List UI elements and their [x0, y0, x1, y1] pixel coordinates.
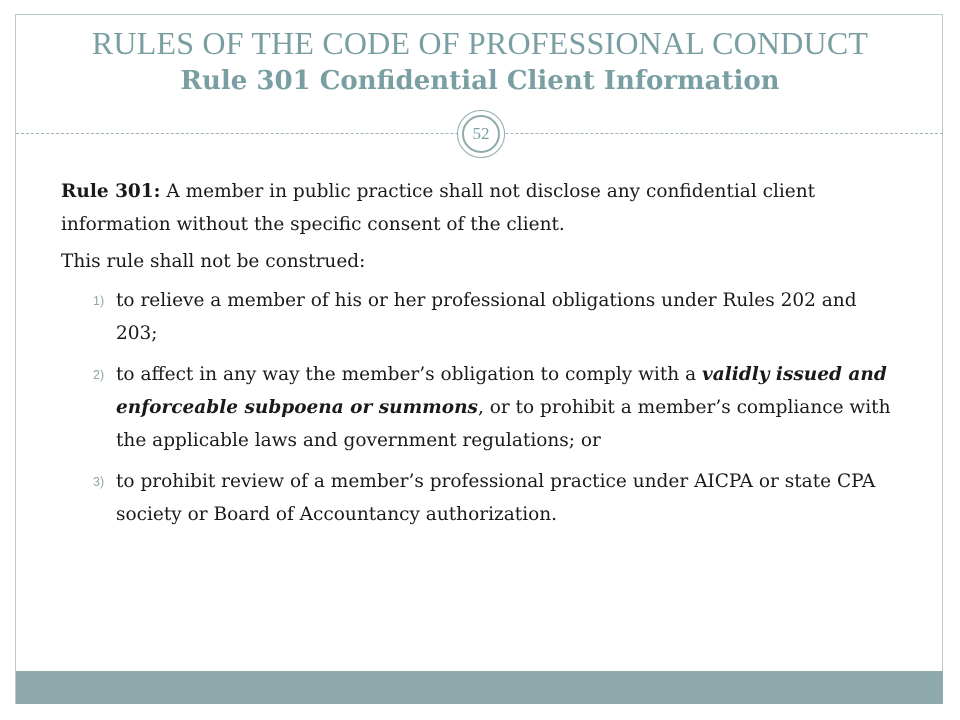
list-number: 2): [93, 368, 105, 382]
rule-paragraph: [61, 175, 891, 241]
list-item: [61, 284, 891, 350]
slide-subtitle: Rule 301 Confidential Client Information: [180, 66, 780, 96]
list-item-text: to relieve a member of his or her professional obligations under Rules 202 and 203;: [116, 290, 857, 344]
slide-content: [61, 175, 891, 539]
footer-bar: [16, 671, 943, 704]
list-item-text: to prohibit review of a member’s professional practice under AICPA or state CPA society or Board of Accountancy authorization.: [116, 471, 876, 525]
rule-text: A member in public practice shall not disclose any confidential client information without the specific consent of the client.: [61, 181, 816, 235]
list-number: 3): [93, 475, 105, 489]
slide-title: RULES OF THE CODE OF PROFESSIONAL CONDUCT: [91, 25, 869, 61]
construed-list: [61, 284, 891, 531]
list-number: 1): [93, 294, 105, 308]
intro-text: This rule shall not be construed:: [61, 251, 366, 272]
page-number: 52: [462, 115, 500, 153]
rule-label: Rule 301:: [61, 181, 161, 202]
list-item: [61, 465, 891, 531]
title-block: [16, 24, 944, 100]
list-item-text-after: , or to prohibit a member’s compliance with the applicable laws and government regulations; or: [116, 397, 891, 451]
page-number-badge: [457, 110, 505, 158]
list-item-text-before: to affect in any way the member’s obligation to comply with a: [116, 364, 702, 385]
list-item: [61, 358, 891, 457]
list-item-emphasis: validly issued and enforceable subpoena or summons: [116, 364, 887, 418]
